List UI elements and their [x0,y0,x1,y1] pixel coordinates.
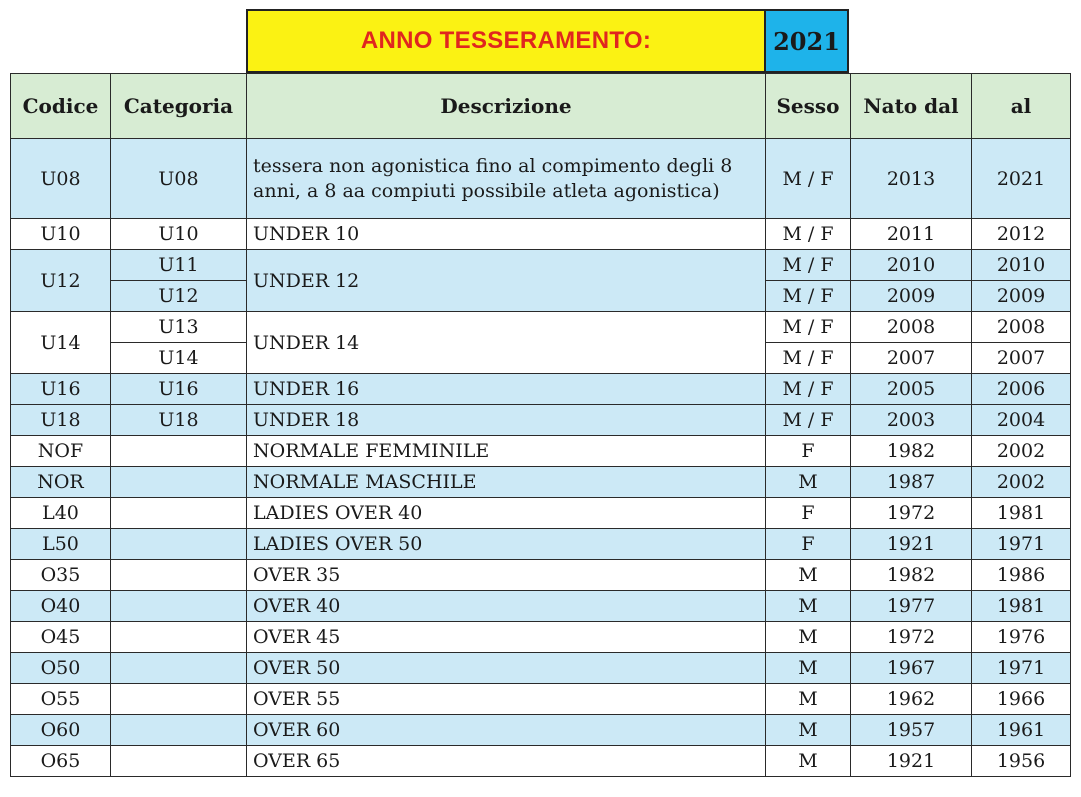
cell-codice: NOR [11,467,111,498]
table-row [11,715,1071,746]
cell-descrizione: NORMALE MASCHILE [247,467,766,498]
cell-codice: U14 [11,312,111,374]
cell-sesso: M [766,591,851,622]
table-row [11,746,1071,777]
cell-al: 1956 [972,746,1071,777]
cell-codice: O35 [11,560,111,591]
cell-categoria [111,529,247,560]
year-value: 2021 [766,11,847,71]
cell-sesso: F [766,436,851,467]
cell-sesso: M [766,715,851,746]
cell-al: 2006 [972,374,1071,405]
cell-nato-dal: 1972 [851,622,972,653]
cell-sesso: M / F [766,250,851,281]
cell-descrizione: tessera non agonistica fino al compimento degli 8 anni, a 8 aa compiuti possibile atleta agonistica) [247,139,766,219]
cell-descrizione: OVER 65 [247,746,766,777]
cell-codice: L40 [11,498,111,529]
table-row [11,219,1071,250]
col-header-sesso: Sesso [766,74,851,139]
cell-sesso: M / F [766,374,851,405]
cell-sesso: M / F [766,312,851,343]
cell-nato-dal: 1972 [851,498,972,529]
cell-nato-dal: 1957 [851,715,972,746]
cell-descrizione: OVER 35 [247,560,766,591]
table-row [11,591,1071,622]
cell-categoria [111,715,247,746]
cell-descrizione: OVER 50 [247,653,766,684]
cell-sesso: F [766,498,851,529]
cell-nato-dal: 1982 [851,560,972,591]
cell-categoria: U12 [111,281,247,312]
cell-sesso: M [766,467,851,498]
cell-al: 1976 [972,622,1071,653]
cell-sesso: M / F [766,139,851,219]
table-row [11,653,1071,684]
cell-codice: U08 [11,139,111,219]
table-row [11,560,1071,591]
cell-descrizione: UNDER 10 [247,219,766,250]
cell-categoria [111,591,247,622]
cell-categoria: U18 [111,405,247,436]
cell-descrizione: UNDER 16 [247,374,766,405]
cell-codice: U12 [11,250,111,312]
table-row [11,467,1071,498]
cell-nato-dal: 2008 [851,312,972,343]
cell-nato-dal: 2013 [851,139,972,219]
cell-descrizione: OVER 45 [247,622,766,653]
cell-categoria: U11 [111,250,247,281]
cell-sesso: M [766,746,851,777]
cell-categoria [111,467,247,498]
cell-nato-dal: 1921 [851,529,972,560]
cell-nato-dal: 1967 [851,653,972,684]
cell-al: 2002 [972,467,1071,498]
cell-al: 2008 [972,312,1071,343]
table-row [11,684,1071,715]
cell-nato-dal: 2005 [851,374,972,405]
cell-categoria [111,684,247,715]
cell-categoria: U13 [111,312,247,343]
col-header-codice: Codice [11,74,111,139]
cell-nato-dal: 1987 [851,467,972,498]
cell-al: 2012 [972,219,1071,250]
table-row [11,529,1071,560]
cell-codice: O55 [11,684,111,715]
table-row [11,436,1071,467]
cell-al: 2004 [972,405,1071,436]
cell-categoria [111,653,247,684]
cell-al: 1971 [972,653,1071,684]
table-row [11,622,1071,653]
cell-sesso: M [766,622,851,653]
cell-codice: U16 [11,374,111,405]
cell-categoria [111,622,247,653]
table-row [11,312,1071,343]
cell-codice: O40 [11,591,111,622]
cell-al: 2009 [972,281,1071,312]
cell-codice: O65 [11,746,111,777]
cell-categoria: U10 [111,219,247,250]
cell-al: 1971 [972,529,1071,560]
cell-nato-dal: 2003 [851,405,972,436]
cell-al: 2007 [972,343,1071,374]
year-label: ANNO TESSERAMENTO: [248,11,766,71]
cell-descrizione: LADIES OVER 40 [247,498,766,529]
cell-sesso: M / F [766,343,851,374]
cell-sesso: M / F [766,219,851,250]
cell-nato-dal: 1977 [851,591,972,622]
cell-sesso: M [766,684,851,715]
cell-categoria: U08 [111,139,247,219]
categories-table [10,73,1071,777]
col-header-categoria: Categoria [111,74,247,139]
cell-descrizione: OVER 40 [247,591,766,622]
cell-sesso: M / F [766,405,851,436]
cell-descrizione: UNDER 14 [247,312,766,374]
cell-descrizione: OVER 60 [247,715,766,746]
table-row [11,139,1071,219]
cell-descrizione: NORMALE FEMMINILE [247,436,766,467]
header-row [11,74,1071,139]
cell-codice: U10 [11,219,111,250]
col-header-descrizione: Descrizione [247,74,766,139]
cell-nato-dal: 2009 [851,281,972,312]
cell-descrizione: UNDER 18 [247,405,766,436]
cell-categoria [111,746,247,777]
cell-categoria [111,436,247,467]
cell-al: 2010 [972,250,1071,281]
cell-descrizione: OVER 55 [247,684,766,715]
cell-nato-dal: 1962 [851,684,972,715]
cell-al: 1981 [972,591,1071,622]
cell-descrizione: UNDER 12 [247,250,766,312]
cell-nato-dal: 1921 [851,746,972,777]
cell-al: 1961 [972,715,1071,746]
cell-al: 2002 [972,436,1071,467]
col-header-al: al [972,74,1071,139]
cell-nato-dal: 2011 [851,219,972,250]
table-row [11,250,1071,281]
cell-categoria: U14 [111,343,247,374]
cell-descrizione: LADIES OVER 50 [247,529,766,560]
cell-codice: U18 [11,405,111,436]
cell-codice: O60 [11,715,111,746]
cell-categoria: U16 [111,374,247,405]
cell-sesso: M [766,560,851,591]
cell-codice: NOF [11,436,111,467]
cell-nato-dal: 2010 [851,250,972,281]
cell-codice: O45 [11,622,111,653]
cell-categoria [111,560,247,591]
cell-al: 1966 [972,684,1071,715]
table-row [11,374,1071,405]
year-banner [246,9,849,73]
table-row [11,498,1071,529]
col-header-nato-dal: Nato dal [851,74,972,139]
cell-sesso: F [766,529,851,560]
cell-al: 1981 [972,498,1071,529]
cell-sesso: M [766,653,851,684]
cell-nato-dal: 1982 [851,436,972,467]
cell-al: 1986 [972,560,1071,591]
table-row [11,405,1071,436]
cell-al: 2021 [972,139,1071,219]
cell-codice: L50 [11,529,111,560]
cell-sesso: M / F [766,281,851,312]
cell-categoria [111,498,247,529]
cell-nato-dal: 2007 [851,343,972,374]
cell-codice: O50 [11,653,111,684]
